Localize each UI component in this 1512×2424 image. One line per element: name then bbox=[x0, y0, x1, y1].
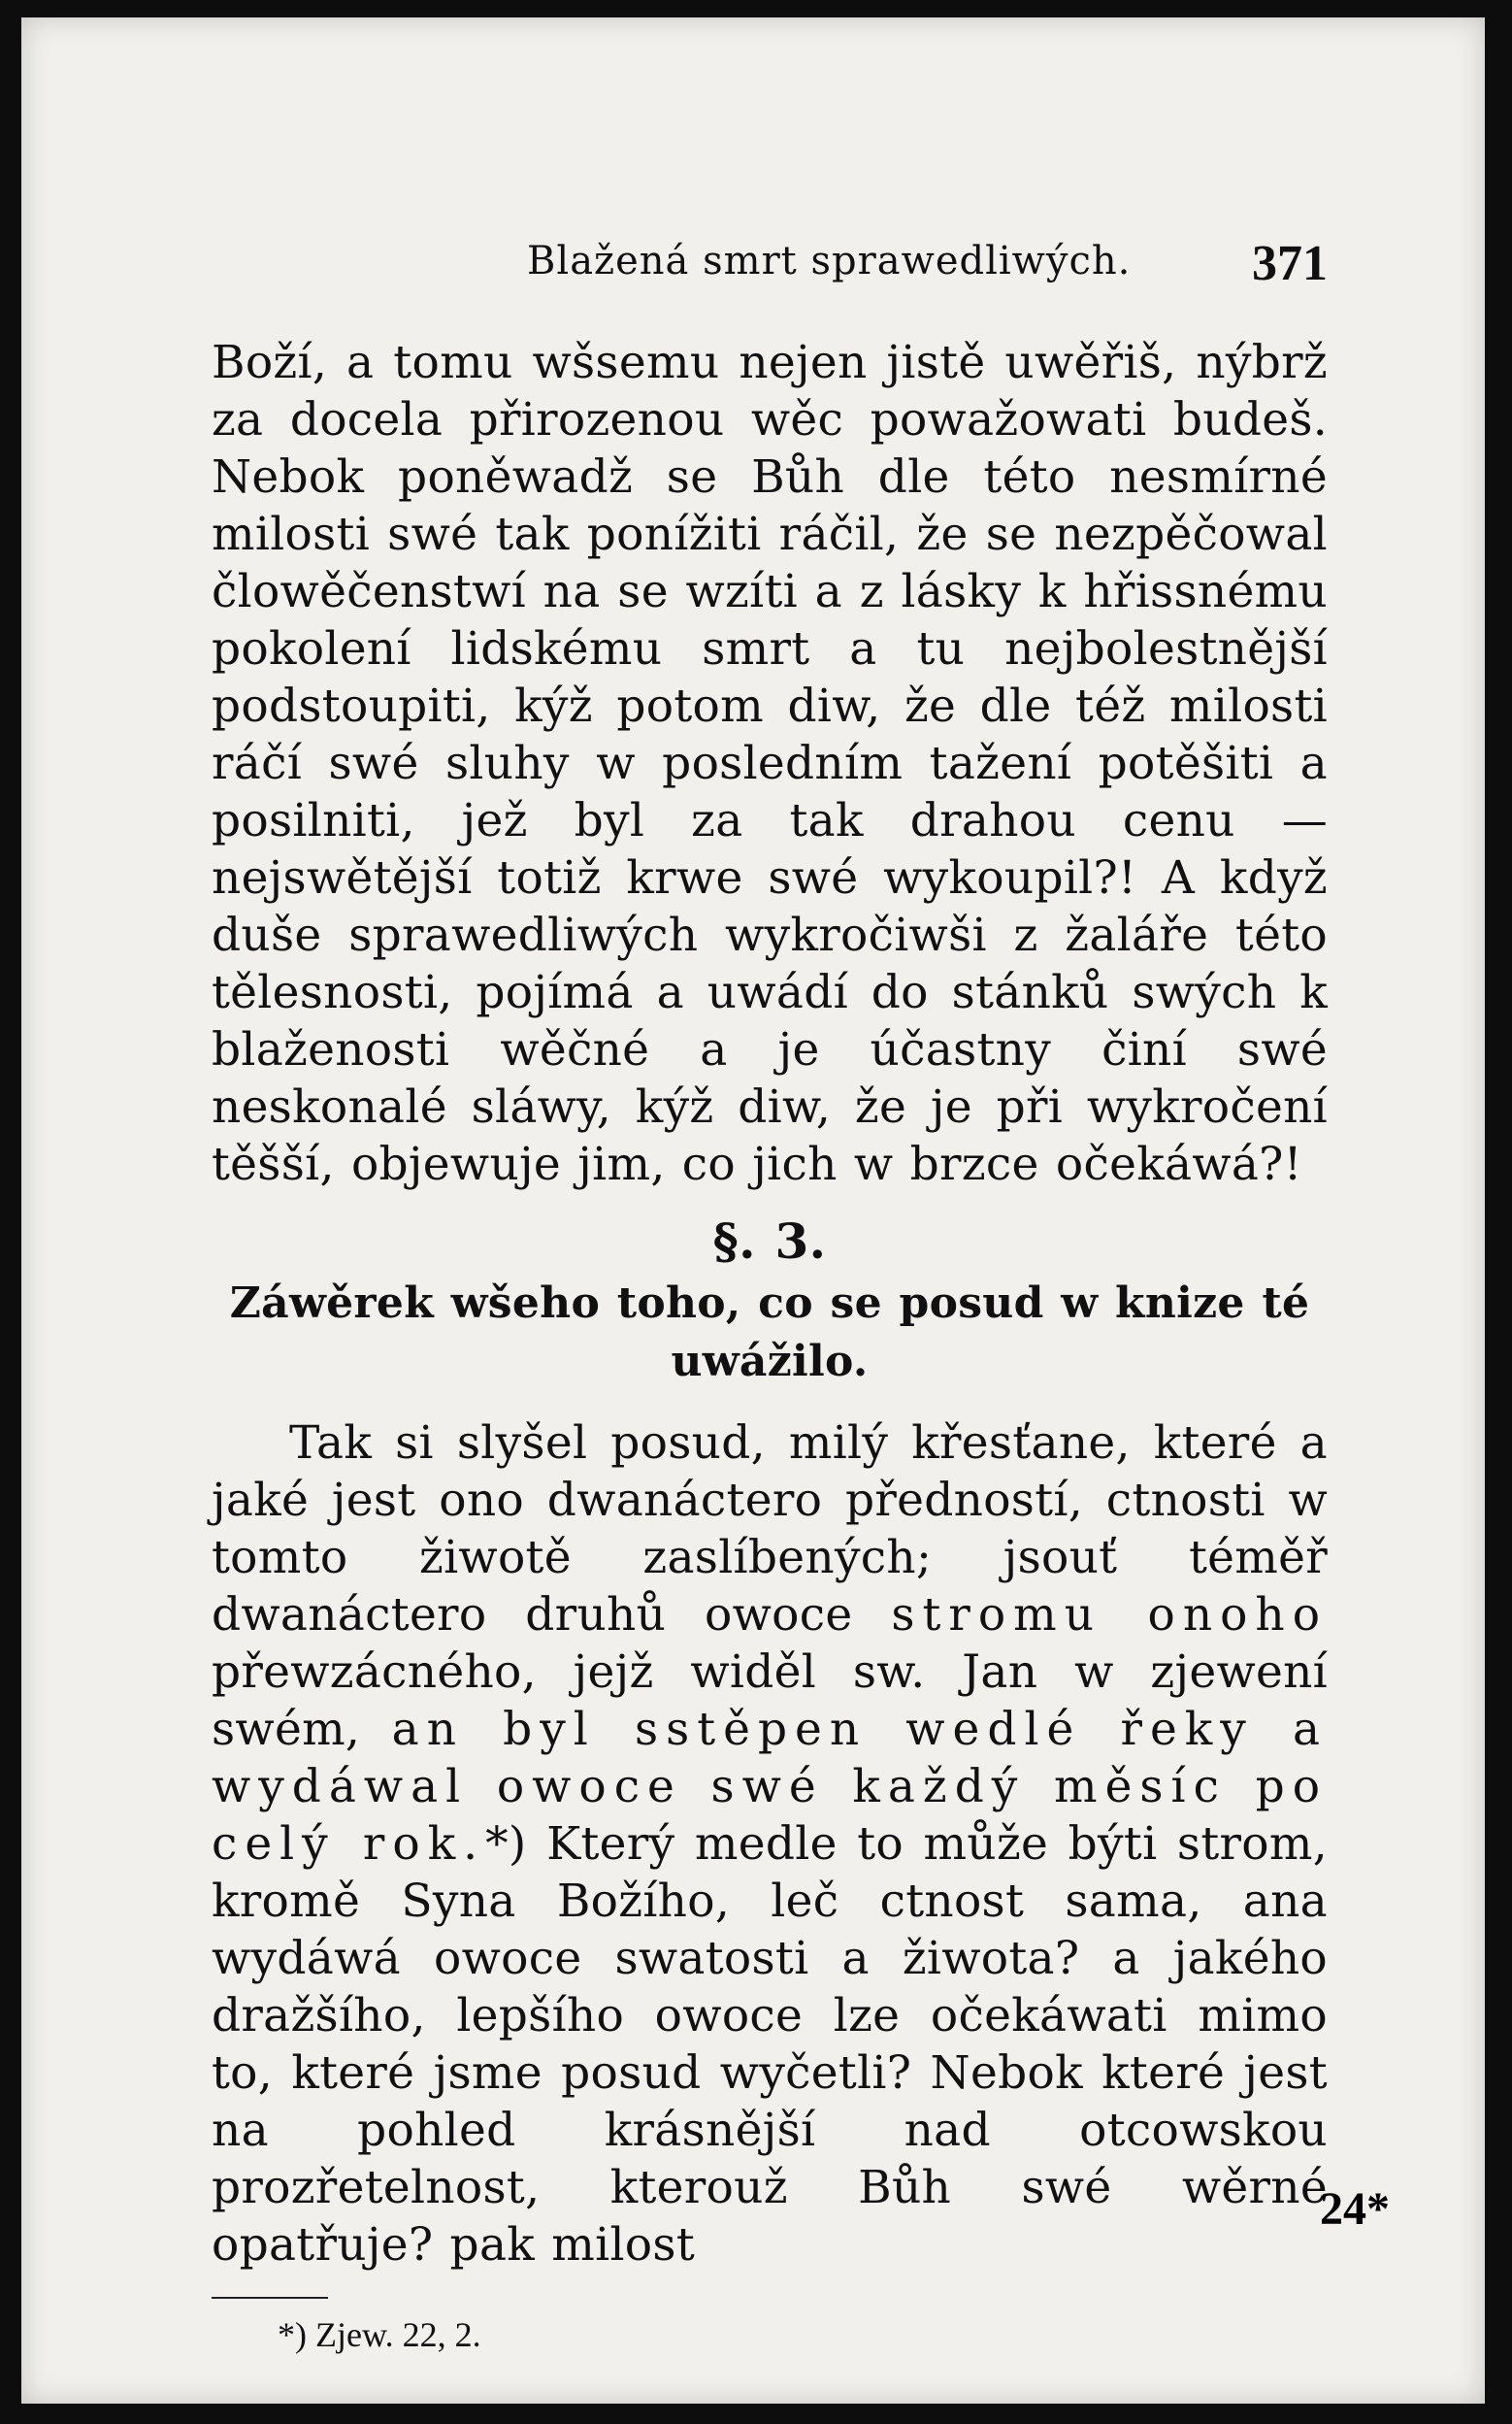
paragraph-2-part-c: *) Který medle to může býti strom, kromě Syna Božího, leč ctnost sama, ana wydáwá owoce swatosti a žiwota? a jakého dražšího, lepšího owoce lze očekáwati mimo to, které jsme posud wyčetli? Nebok které jest na pohled krásnější nad otcowskou prozřetelnost, kterouž Bůh swé wěrné opatřuje? pak milost bbox=[212, 1817, 1328, 2272]
section-heading: Záwěrek wšeho toho, co se posud w knize té uwážilo. bbox=[229, 1278, 1310, 1386]
section-number: §. 3. bbox=[712, 1212, 827, 1270]
running-head bbox=[212, 221, 1328, 299]
running-title: Blažená smrt sprawedliwých. bbox=[527, 239, 1132, 283]
signature-mark: 24* bbox=[1320, 2183, 1390, 2235]
spaced-phrase-1: stromu onoho bbox=[891, 1588, 1328, 1642]
spaced-phrase-2: an byl sstěpen wedlé řeky a wydáwal owoce swé každý měsíc po celý rok. bbox=[212, 1703, 1328, 1871]
paragraph-2-part-a: Tak si slyšel posud, milý křesťane, které a jaké jest ono dwanáctero předností, ctnosti w tomto žiwotě zaslíbených; jsouť téměř dwanáctero druhů owoce bbox=[212, 1416, 1328, 1642]
body-text bbox=[212, 334, 1328, 2274]
book-page bbox=[21, 17, 1485, 2404]
paragraph-2 bbox=[212, 1414, 1328, 2274]
paragraph-1: Boží, a tomu wšsemu nejen jistě uwěřiš, nýbrž za docela přirozenou wěc powažowati budeš. Nebok poněwadž se Bůh dle této nesmírné milosti swé tak ponížiti ráčil, že se nezpěčowal člowěčenstwí na se wzíti a z lásky k hřissnému pokolení lidskému smrt a tu nejbolestnější podstoupiti, kýž potom diw, že dle též milosti ráčí swé sluhy w posledním tažení potěšiti a posilniti, jež byl za tak drahou cenu — nejswětější totiž krwe swé wykoupil?! A když duše sprawedliwých wykročiwši z žaláře této tělesnosti, pojímá a uwádí do stánků swých k blaženosti wěčné a je účastny činí swé neskonalé sláwy, kýž diw, že je při wykročení těšší, objewuje jim, co jich w brzce očekáwá?! bbox=[212, 336, 1328, 1191]
page-content bbox=[212, 221, 1328, 2355]
paragraph-2-part-b: přewzácného, jejž widěl sw. Jan w zjewení swém, bbox=[212, 1645, 1328, 1756]
page-number: 371 bbox=[1252, 236, 1328, 291]
footnote-rule bbox=[212, 2297, 328, 2299]
footnote: *) Zjew. 22, 2. bbox=[278, 2315, 481, 2354]
